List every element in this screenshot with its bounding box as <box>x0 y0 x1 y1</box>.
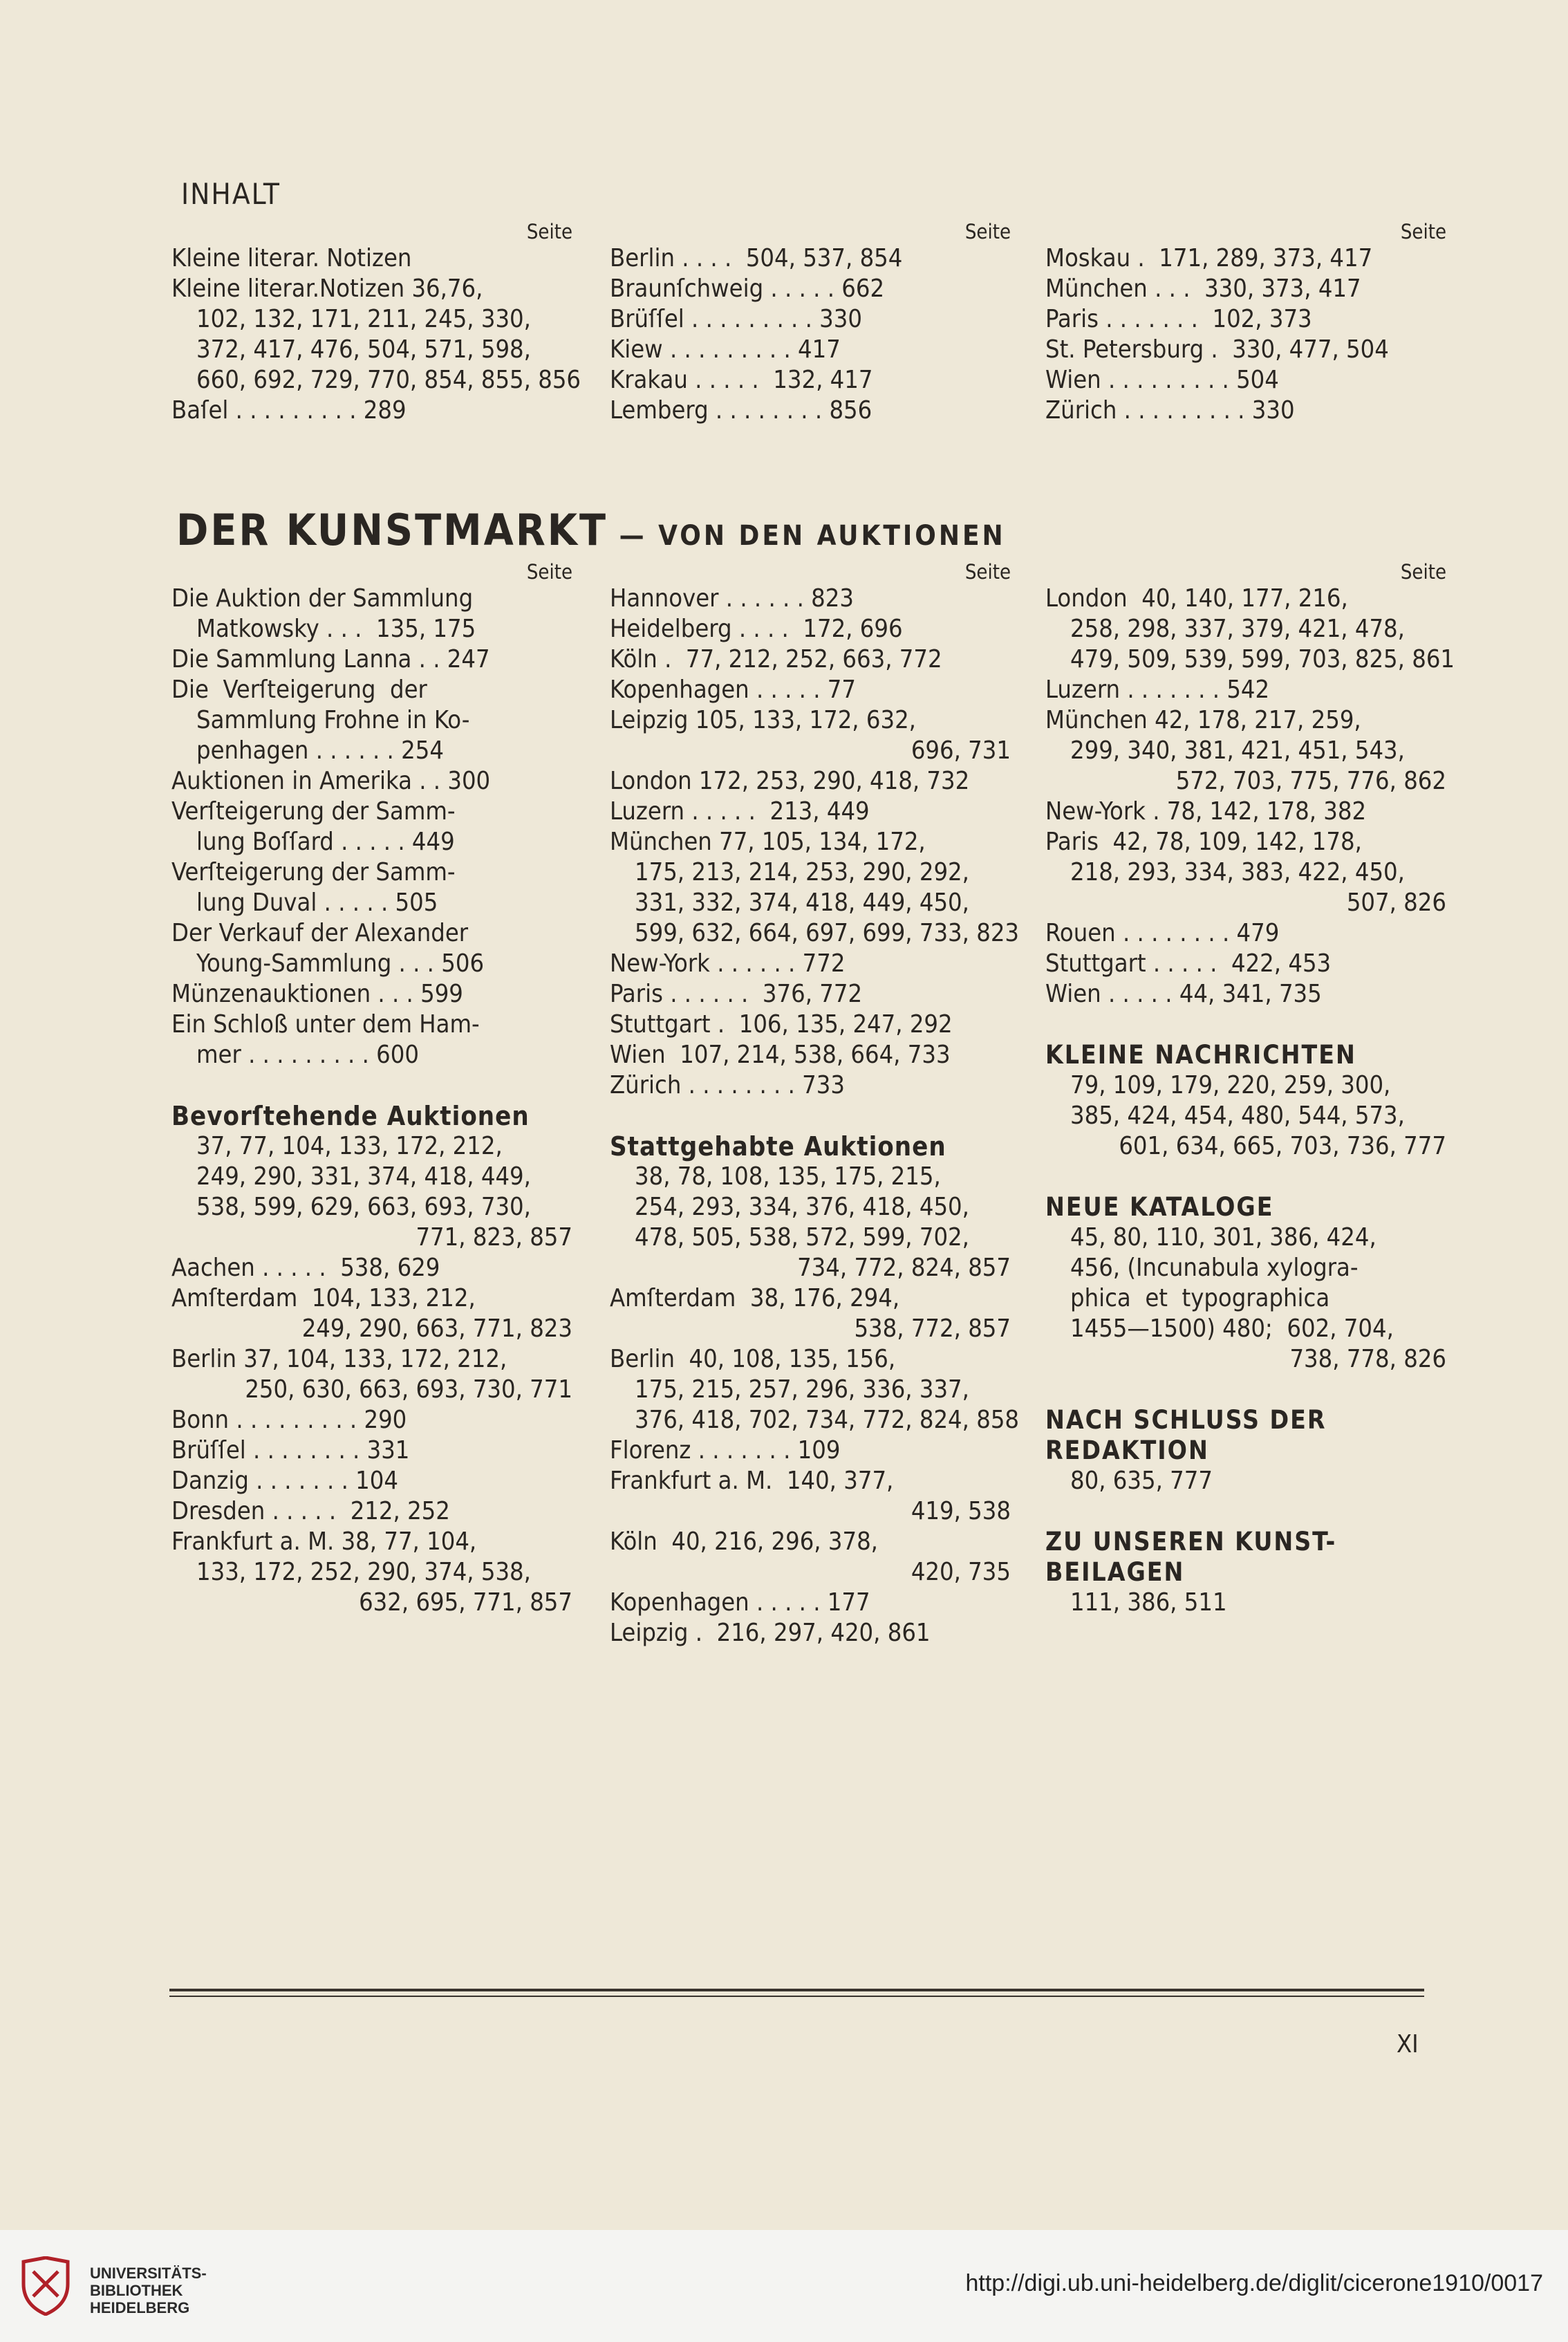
seite-label: Seite <box>526 560 572 584</box>
seite-label: Seite <box>526 220 572 243</box>
index-entry: Köln . 77, 212, 252, 663, 772 <box>610 645 942 673</box>
auktionen-column-2 <box>610 560 1020 1648</box>
index-entry: Moskau . 171, 289, 373, 417 <box>1045 244 1373 272</box>
index-entry: 479, 509, 539, 599, 703, 825, 861 <box>1070 645 1455 673</box>
index-entry: 696, 731 <box>911 736 1011 765</box>
index-entry: Aachen . . . . . 538, 629 <box>171 1254 440 1282</box>
index-entry: Paris . . . . . . 376, 772 <box>610 980 863 1008</box>
index-entry: New-York . 78, 142, 178, 382 <box>1045 797 1367 826</box>
index-heading: ZU UNSEREN KUNST- <box>1045 1527 1337 1556</box>
index-entry: 79, 109, 179, 220, 259, 300, <box>1070 1071 1391 1099</box>
index-entry: Wien 107, 214, 538, 664, 733 <box>610 1041 951 1069</box>
section-title-inhalt: INHALT <box>181 177 281 211</box>
index-entry: Lemberg . . . . . . . . 856 <box>610 396 872 425</box>
index-entry: Baſel . . . . . . . . . 289 <box>171 396 407 425</box>
index-entry <box>171 1070 572 1101</box>
index-entry: 331, 332, 374, 418, 449, 450, <box>635 889 969 917</box>
index-entry: 80, 635, 777 <box>1070 1467 1213 1495</box>
index-entry: Kleine literar. Notizen <box>171 244 412 272</box>
index-entry <box>1045 1496 1446 1527</box>
index-entry: Young-Sammlung . . . 506 <box>196 949 485 978</box>
index-entry: lung Boſſard . . . . . 449 <box>196 828 455 856</box>
index-entry: Frankfurt a. M. 38, 77, 104, <box>171 1527 477 1556</box>
index-entry: 133, 172, 252, 290, 374, 538, <box>196 1558 531 1586</box>
index-entry: London 172, 253, 290, 418, 732 <box>610 767 970 795</box>
seite-label: Seite <box>964 560 1011 584</box>
kunstmarkt-subtitle: VON DEN AUKTIONEN <box>658 520 1006 552</box>
index-entry: Leipzig . 216, 297, 420, 861 <box>610 1619 931 1647</box>
page-number: XI <box>1397 2030 1419 2058</box>
index-entry: Brüſſel . . . . . . . . . 330 <box>610 305 862 333</box>
title-dash: — <box>608 520 659 552</box>
index-entry: Leipzig 105, 133, 172, 632, <box>610 706 916 734</box>
index-entry: Die Sammlung Lanna . . 247 <box>171 645 490 673</box>
index-entry: Amſterdam 38, 176, 294, <box>610 1284 900 1312</box>
index-entry: 175, 215, 257, 296, 336, 337, <box>635 1375 969 1404</box>
index-entry: 420, 735 <box>911 1558 1011 1586</box>
index-entry: Luzern . . . . . . . 542 <box>1045 676 1270 704</box>
seite-label: Seite <box>1400 560 1446 584</box>
index-entry: 385, 424, 454, 480, 544, 573, <box>1070 1102 1405 1130</box>
footer-rule-thick <box>169 1989 1424 1991</box>
index-entry: Zürich . . . . . . . . 733 <box>610 1071 845 1099</box>
index-entry: 507, 826 <box>1346 889 1446 917</box>
index-entry: 478, 505, 538, 572, 599, 702, <box>635 1223 969 1252</box>
index-entry: 258, 298, 337, 379, 421, 478, <box>1070 615 1405 643</box>
index-entry: 538, 772, 857 <box>854 1314 1011 1343</box>
index-entry: 38, 78, 108, 135, 175, 215, <box>635 1162 941 1191</box>
index-entry: Paris . . . . . . . 102, 373 <box>1045 305 1312 333</box>
index-entry: 250, 630, 663, 693, 730, 771 <box>245 1375 572 1404</box>
index-entry: phica et typographica <box>1070 1284 1330 1312</box>
index-entry: Der Verkauf der Alexander <box>171 919 469 947</box>
inhalt-column-1 <box>171 220 581 426</box>
index-heading: KLEINE NACHRICHTEN <box>1045 1040 1356 1070</box>
index-entry: 254, 293, 334, 376, 418, 450, <box>635 1193 969 1221</box>
index-entry: 632, 695, 771, 857 <box>359 1588 572 1617</box>
index-entry: Danzig . . . . . . . 104 <box>171 1467 398 1495</box>
index-entry: 456, (Incunabula xylogra- <box>1070 1254 1359 1282</box>
index-heading: REDAKTION <box>1045 1435 1209 1465</box>
index-entry: Matkowsky . . . 135, 175 <box>196 615 476 643</box>
index-entry: Amſterdam 104, 133, 212, <box>171 1284 476 1312</box>
library-logo-icon <box>18 2256 73 2316</box>
index-entry: Die Verſteigerung der <box>171 676 427 704</box>
index-entry: 419, 538 <box>911 1497 1011 1525</box>
index-entry: 299, 340, 381, 421, 451, 543, <box>1070 736 1405 765</box>
index-entry: Dresden . . . . . 212, 252 <box>171 1497 450 1525</box>
index-heading: Bevorſtehende Auktionen <box>171 1101 530 1131</box>
index-entry: Berlin . . . . 504, 537, 854 <box>610 244 903 272</box>
index-heading: NACH SCHLUSS DER <box>1045 1405 1327 1435</box>
index-heading: NEUE KATALOGE <box>1045 1192 1274 1222</box>
footer-rule-thin <box>169 1996 1424 1997</box>
auktionen-column-3 <box>1045 560 1455 1618</box>
inhalt-column-3 <box>1045 220 1446 426</box>
library-name-line: HEIDELBERG <box>90 2299 190 2316</box>
index-entry: 771, 823, 857 <box>416 1223 572 1252</box>
index-entry: 218, 293, 334, 383, 422, 450, <box>1070 858 1405 886</box>
index-entry: Kopenhagen . . . . . 77 <box>610 676 857 704</box>
index-entry: Stuttgart . 106, 135, 247, 292 <box>610 1010 953 1039</box>
index-heading: BEILAGEN <box>1045 1557 1185 1587</box>
inhalt-column-2 <box>610 220 1011 426</box>
index-entry: Berlin 40, 108, 135, 156, <box>610 1345 896 1373</box>
seite-label: Seite <box>1400 220 1446 243</box>
index-entry: 538, 599, 629, 663, 693, 730, <box>196 1193 531 1221</box>
index-entry: 734, 772, 824, 857 <box>797 1254 1011 1282</box>
index-entry: London 40, 140, 177, 216, <box>1045 584 1348 613</box>
index-entry: Verſteigerung der Samm- <box>171 797 456 826</box>
index-entry: 601, 634, 665, 703, 736, 777 <box>1119 1132 1446 1160</box>
index-entry: 1455—1500) 480; 602, 704, <box>1070 1314 1394 1343</box>
index-entry: 599, 632, 664, 697, 699, 733, 823 <box>635 919 1020 947</box>
index-entry: Rouen . . . . . . . . 479 <box>1045 919 1280 947</box>
index-entry: Kiew . . . . . . . . . 417 <box>610 335 841 364</box>
index-entry <box>1045 1375 1446 1405</box>
index-entry: Zürich . . . . . . . . . 330 <box>1045 396 1295 425</box>
index-entry: Luzern . . . . . 213, 449 <box>610 797 870 826</box>
seite-label: Seite <box>964 220 1011 243</box>
index-entry: Verſteigerung der Samm- <box>171 858 456 886</box>
index-entry: Heidelberg . . . . 172, 696 <box>610 615 903 643</box>
library-name-line: UNIVERSITÄTS- <box>90 2265 207 2282</box>
index-entry <box>610 1101 1011 1131</box>
index-entry: 175, 213, 214, 253, 290, 292, <box>635 858 969 886</box>
index-entry: Köln 40, 216, 296, 378, <box>610 1527 878 1556</box>
auktionen-column-1 <box>171 560 572 1618</box>
index-entry: Brüſſel . . . . . . . . 331 <box>171 1436 410 1465</box>
index-entry: penhagen . . . . . . 254 <box>196 736 444 765</box>
index-entry: Die Auktion der Sammlung <box>171 584 474 613</box>
index-entry <box>1045 1010 1446 1040</box>
index-entry: München 77, 105, 134, 172, <box>610 828 926 856</box>
index-entry: München . . . 330, 373, 417 <box>1045 275 1361 303</box>
index-entry: Ein Schloß unter dem Ham- <box>171 1010 480 1039</box>
index-entry: Bonn . . . . . . . . . 290 <box>171 1406 407 1434</box>
index-entry: Auktionen in Amerika . . 300 <box>171 767 491 795</box>
index-entry: lung Duval . . . . . 505 <box>196 889 438 917</box>
index-entry: 660, 692, 729, 770, 854, 855, 856 <box>196 366 581 394</box>
index-entry <box>1045 1162 1446 1192</box>
index-entry: Kopenhagen . . . . . 177 <box>610 1588 870 1617</box>
index-entry: Paris 42, 78, 109, 142, 178, <box>1045 828 1362 856</box>
index-entry: 572, 703, 775, 776, 862 <box>1175 767 1446 795</box>
index-entry: Stuttgart . . . . . 422, 453 <box>1045 949 1332 978</box>
index-entry: St. Petersburg . 330, 477, 504 <box>1045 335 1389 364</box>
index-entry: Berlin 37, 104, 133, 172, 212, <box>171 1345 507 1373</box>
index-entry: Sammlung Frohne in Ko- <box>196 706 470 734</box>
index-entry: 372, 417, 476, 504, 571, 598, <box>196 335 531 364</box>
index-entry: 37, 77, 104, 133, 172, 212, <box>196 1132 503 1160</box>
index-entry: 45, 80, 110, 301, 386, 424, <box>1070 1223 1376 1252</box>
index-entry: 111, 386, 511 <box>1070 1588 1227 1617</box>
index-entry: Hannover . . . . . . 823 <box>610 584 854 613</box>
index-entry: Braunſchweig . . . . . 662 <box>610 275 885 303</box>
source-url-link[interactable]: http://digi.ub.uni-heidelberg.de/diglit/cicerone1910/0017 <box>965 2270 1543 2296</box>
digitization-footer <box>0 2230 1568 2342</box>
index-entry: 249, 290, 663, 771, 823 <box>301 1314 572 1343</box>
index-entry: mer . . . . . . . . . 600 <box>196 1041 419 1069</box>
index-entry: 738, 778, 826 <box>1289 1345 1446 1373</box>
index-heading: Stattgehabte Auktionen <box>610 1131 946 1162</box>
section-title-kunstmarkt <box>176 505 1006 555</box>
index-entry: 249, 290, 331, 374, 418, 449, <box>196 1162 531 1191</box>
index-entry: Frankfurt a. M. 140, 377, <box>610 1467 894 1495</box>
index-entry: New-York . . . . . . 772 <box>610 949 846 978</box>
index-entry: Kleine literar.Notizen 36,76, <box>171 275 483 303</box>
index-entry: 102, 132, 171, 211, 245, 330, <box>196 305 531 333</box>
library-name <box>90 2265 207 2316</box>
index-entry: Krakau . . . . . 132, 417 <box>610 366 873 394</box>
library-name-line: BIBLIOTHEK <box>90 2282 183 2299</box>
index-entry: Florenz . . . . . . . 109 <box>610 1436 841 1465</box>
index-entry: 376, 418, 702, 734, 772, 824, 858 <box>635 1406 1020 1434</box>
index-entry: Wien . . . . . . . . . 504 <box>1045 366 1279 394</box>
index-entry: München 42, 178, 217, 259, <box>1045 706 1361 734</box>
index-entry: Wien . . . . . 44, 341, 735 <box>1045 980 1322 1008</box>
kunstmarkt-title: DER KUNSTMARKT <box>176 505 608 555</box>
index-entry: Münzenauktionen . . . 599 <box>171 980 463 1008</box>
